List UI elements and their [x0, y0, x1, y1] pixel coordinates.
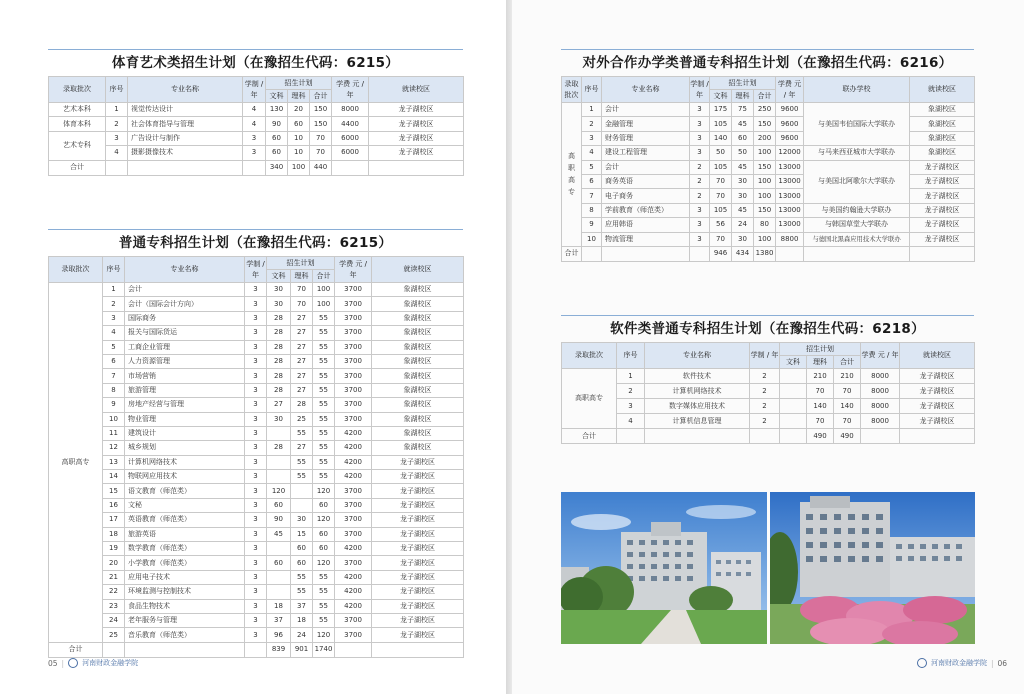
- th-batch: 录取批次: [49, 77, 106, 103]
- th-campus: 就读校区: [369, 77, 464, 103]
- table-row: 23 食品生物技术 3 18 37 55 4200 龙子湖校区: [49, 599, 464, 613]
- table-row: 8 学前教育（师范类） 3 105 45 150 13000 与美国约翰逊大学联办 龙子湖校区: [562, 203, 975, 217]
- table-row: 4 建设工程管理 3 50 50 100 12000 与马来西亚城市大学联办 象湖校区: [562, 146, 975, 160]
- campus-photo-right: [770, 492, 975, 644]
- campus-photo-left: [561, 492, 767, 644]
- table-row: 12 城乡规划 3 28 27 55 4200 象湖校区: [49, 441, 464, 455]
- th-plan: 招生计划: [266, 77, 332, 90]
- table-total-row: 合计 839 901 1740: [49, 642, 464, 657]
- table-row: 8 旅游管理 3 28 27 55 3700 象湖校区: [49, 383, 464, 397]
- table2-batch: 高职高专: [49, 283, 103, 643]
- table-row: 2 金融管理 3 105 45 150 9600 象湖校区: [562, 117, 975, 131]
- table2-body: [49, 283, 464, 658]
- table1: [48, 76, 464, 176]
- th-major: 专业名称: [128, 77, 243, 103]
- table4-block: [561, 315, 974, 444]
- th-no: 序号: [106, 77, 128, 103]
- table4-batch: 高职高专: [562, 369, 617, 429]
- table-row: 艺术本科 1 视觉传达设计 4 130 20 150 8000 龙子湖校区: [49, 103, 464, 117]
- table-total-row: 合计 340 100 440: [49, 160, 464, 175]
- table-row: 高职高专 1 会计 3 30 70 100 3700 象湖校区: [49, 283, 464, 297]
- table-row: 10 物流管理 3 70 30 100 8800 与德国北黑森应用技术大学联办 龙子湖校区: [562, 232, 975, 246]
- table-total-row: 合计 490 490: [562, 429, 975, 444]
- table-row: 高职高专 1 会计 3 175 75 250 9600 与美国韦伯国际大学联办 象湖校区: [562, 103, 975, 117]
- table-row: 7 市场营销 3 28 27 55 3700 象湖校区: [49, 369, 464, 383]
- table-row: 3 国际商务 3 28 27 55 3700 象湖校区: [49, 311, 464, 325]
- table-row: 15 语文教育（师范类） 3 120 120 3700 龙子湖校区: [49, 484, 464, 498]
- table-row: 4 摄影摄像技术 3 60 10 70 6000 龙子湖校区: [49, 146, 464, 160]
- table-row: 10 物业管理 3 30 25 55 3700 象湖校区: [49, 412, 464, 426]
- table-row: 体育本科 2 社会体育指导与管理 4 90 60 150 4400 龙子湖校区: [49, 117, 464, 131]
- th-fee: 学费 元 / 年: [332, 77, 369, 103]
- table3: 录取批次 序号 专业名称 学制 / 年 招生计划 学费 元 / 年 联办学校 就读校区 文科 理科 合计 高职高专 1 会计 3 175 75 250 9600 与美国韦伯国际大学联办 象湖校区 2 金融管理 3 105 45 150 9600 象湖校区 3 财务管理 3 140 60 200 9600 象湖校区 4 建设工程管理 3 50 50 100 12000 与马来西亚城市大学联办 象湖校区 5 会计 2 105 45 150 13000 与美国北阿歌尔大学联办 龙子湖校区 6 商务英语 2 70 30 100 13000 龙子湖校区 7 电子商务 2 70 30 100 13000 龙子湖校区 8 学前教育（师范类） 3 105 45 150 13000 与美国约翰逊大学联办 龙子湖校区 9 应用韩语 3 56 24 80 13000 与韩国草堂大学联办 龙子湖校区 10 物流管理 3 70 30 100 8800 与德国北黑森应用技术大学联办 龙子湖校区 合计 946 434 1380: [561, 76, 975, 262]
- table-row: 9 房地产经营与管理 3 27 28 55 3700 象湖校区: [49, 398, 464, 412]
- table-row: 高职高专 1 软件技术 2 210 210 8000 龙子湖校区: [562, 369, 975, 384]
- school-logo-text: 河南财政金融学院: [931, 659, 987, 667]
- table-row: 2 计算机网络技术 2 70 70 8000 龙子湖校区: [562, 384, 975, 399]
- table-row: 7 电子商务 2 70 30 100 13000 龙子湖校区: [562, 189, 975, 203]
- footer-right: 河南财政金融学院 | 06: [917, 658, 1007, 668]
- school-logo-text: 河南财政金融学院: [82, 659, 139, 667]
- table1-title: 体育艺术类招生计划（在豫招生代码：6215）: [48, 49, 463, 76]
- table-row: 5 会计 2 105 45 150 13000 与美国北阿歌尔大学联办 龙子湖校区: [562, 160, 975, 174]
- table3-block: [561, 49, 974, 262]
- th-science: 理科: [288, 90, 310, 103]
- table-row: 14 物联网应用技术 3 55 55 4200 龙子湖校区: [49, 470, 464, 484]
- table-row: 21 应用电子技术 3 55 55 4200 龙子湖校区: [49, 570, 464, 584]
- table-row: 3 数字媒体应用技术 2 140 140 8000 龙子湖校区: [562, 399, 975, 414]
- table1-block: [48, 49, 463, 176]
- table-row: 24 老年服务与管理 3 37 18 55 3700 龙子湖校区: [49, 613, 464, 627]
- table-row: 17 英语教育（师范类） 3 90 30 120 3700 龙子湖校区: [49, 513, 464, 527]
- table-row: 22 环境监测与控制技术 3 55 55 4200 龙子湖校区: [49, 585, 464, 599]
- table-row: 13 计算机网络技术 3 55 55 4200 龙子湖校区: [49, 455, 464, 469]
- table-row: 6 人力资源管理 3 28 27 55 3700 象湖校区: [49, 354, 464, 368]
- table-row: 4 计算机信息管理 2 70 70 8000 龙子湖校区: [562, 414, 975, 429]
- table-row: 25 音乐教育（师范类） 3 96 24 120 3700 龙子湖校区: [49, 628, 464, 642]
- th-years: 学制 / 年: [243, 77, 266, 103]
- table-row: 18 旅游英语 3 45 15 60 3700 龙子湖校区: [49, 527, 464, 541]
- campus-building-image: [561, 492, 767, 644]
- campus-garden-image: [770, 492, 975, 644]
- table2-block: [48, 229, 463, 658]
- table-row: 11 建筑设计 3 55 55 4200 象湖校区: [49, 426, 464, 440]
- table-row: 艺术专科 3 广告设计与制作 3 60 10 70 6000 龙子湖校区: [49, 131, 464, 145]
- table3-title: 对外合作办学类普通专科招生计划（在豫招生代码：6216）: [561, 49, 974, 76]
- table-row: 3 财务管理 3 140 60 200 9600 象湖校区: [562, 131, 975, 145]
- table-row: 6 商务英语 2 70 30 100 13000 龙子湖校区: [562, 174, 975, 188]
- th-arts: 文科: [266, 90, 288, 103]
- footer-left: 05 | 河南财政金融学院: [48, 658, 139, 668]
- left-page: [0, 0, 510, 694]
- table4-title: 软件类普通专科招生计划（在豫招生代码：6218）: [561, 315, 974, 342]
- school-logo-icon: [68, 658, 78, 668]
- table-row: 4 报关与国际货运 3 28 27 55 3700 象湖校区: [49, 326, 464, 340]
- th-total: 合计: [310, 90, 332, 103]
- table-total-row: 合计 946 434 1380: [562, 246, 975, 261]
- table-row: 5 工商企业管理 3 28 27 55 3700 象湖校区: [49, 340, 464, 354]
- page-number: 06: [997, 658, 1008, 668]
- table-row: 9 应用韩语 3 56 24 80 13000 与韩国草堂大学联办 龙子湖校区: [562, 218, 975, 232]
- page-number: 05: [48, 658, 58, 668]
- table3-batch: 高职高专: [562, 103, 582, 247]
- table2-title: 普通专科招生计划（在豫招生代码：6215）: [48, 229, 463, 256]
- table-row: 20 小学教育（师范类） 3 60 60 120 3700 龙子湖校区: [49, 556, 464, 570]
- table4: 录取批次 序号 专业名称 学制 / 年 招生计划 学费 元 / 年 就读校区 文科 理科 合计 高职高专 1 软件技术 2 210 210 8000 龙子湖校区 2 计算机网络技术 2 70 70 8000 龙子湖校区 3 数字媒体应用技术 2 140 140 8000 龙子湖校区 4 计算机信息管理 2 70 70 8000 龙子湖校区 合计 490 490: [561, 342, 975, 444]
- right-page: [512, 0, 1024, 694]
- table-row: 2 会计（国际会计方向） 3 30 70 100 3700 象湖校区: [49, 297, 464, 311]
- table-row: 16 文秘 3 60 60 3700 龙子湖校区: [49, 498, 464, 512]
- school-logo-icon: [917, 658, 927, 668]
- table2: 录取批次 序号 专业名称 学制 / 年 招生计划 学费 元 / 年 就读校区 文科 理科 合计 高职高专 1 会计 3 30 70 100 3700 象湖校区 2 会计（国际会计方向） 3 30 70 100 3700 象湖校区 3 国际商务 3 28 27 55 3700 象湖校区 4 报关与国际货运 3 28 27 55 3700 象湖校区 5 工商企业管理 3 28 27 55 3700 象湖校区 6 人力资源管理 3 28 27 55 3700 象湖校区 7 市场营销 3 28 27 55 3700 象湖校区 8 旅游管理 3 28 27 55 3700 象湖校区 9 房地产经营与管理 3 27 28 55 3700 象湖校区 10 物业管理 3 30 25 55 3700 象湖校区 11 建筑设计 3 55 55 4200 象湖校区 12 城乡规划 3 28 27 55 4200 象湖校区 13 计算机网络技术 3 55 55 4200 龙子湖校区 14 物联网应用技术 3 55 55 4200 龙子湖校区 15 语文教育（师范类） 3 120 120 3700 龙子湖校区 16 文秘 3 60 60 3700 龙子湖校区 17 英语教育（师范类） 3 90 30 120 3700 龙子湖校区 18 旅游英语 3 45 15 60 3700 龙子湖校区 19 数学教育（师范类） 3 60 60 4200 龙子湖校区 20 小学教育（师范类） 3 60 60 120 3700 龙子湖校区 21 应用电子技术 3 55 55 4200 龙子湖校区 22 环境监测与控制技术 3 55 55 4200 龙子湖校区 23 食品生物技术 3 18 37 55 4200 龙子湖校区 24 老年服务与管理 3 37 18 55 3700 龙子湖校区 25 音乐教育（师范类） 3 96 24 120 3700 龙子湖校区 合计 839 901 1740: [48, 256, 464, 658]
- table-row: 19 数学教育（师范类） 3 60 60 4200 龙子湖校区: [49, 542, 464, 556]
